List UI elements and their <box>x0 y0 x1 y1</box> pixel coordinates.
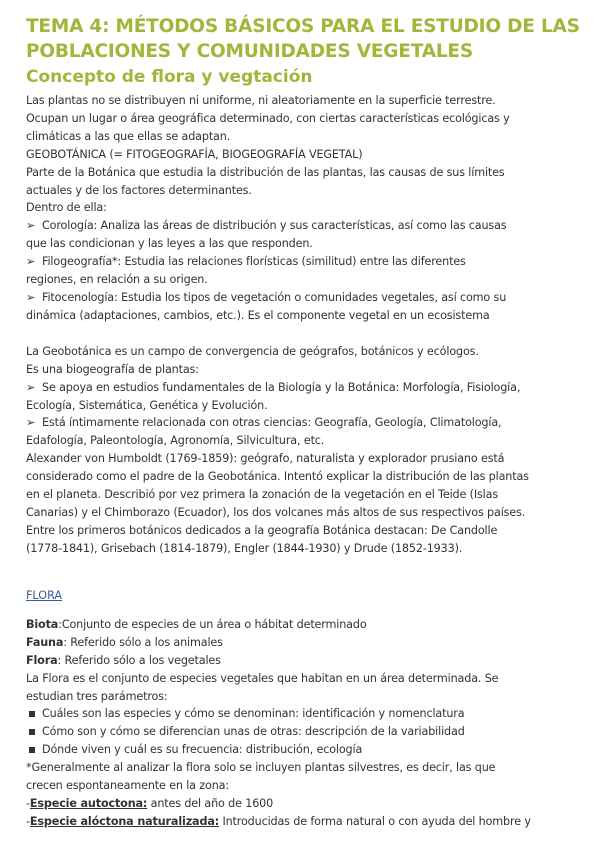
flora-heading: FLORA <box>26 588 63 602</box>
definition-item: Flora: Referido sólo a los vegetales <box>26 653 221 667</box>
text-line: Entre los primeros botánicos dedicados a la geografía Botánica destacan: De Candolle <box>26 523 498 537</box>
text-line: *Generalmente al analizar la flora solo se incluyen plantas silvestres, es decir, las que <box>26 761 496 775</box>
text-line: que las condicionan y las leyes a las que responden. <box>26 237 313 251</box>
definition-item: Fauna: Referido sólo a los animales <box>26 635 223 649</box>
branches-list <box>26 217 586 324</box>
list-item: ➢ Se apoya en estudios fundamentales de la Biología y la Botánica: Morfología, Fisiología, <box>26 379 586 397</box>
text-line: Ocupan un lugar o área geográfica determinado, con ciertas características ecológicas y <box>26 111 510 125</box>
list-item: Dónde viven y cuál es su frecuencia: distribución, ecología <box>26 741 586 759</box>
text-line: La Flora es el conjunto de especies vegetales que habitan en un área determinada. Se <box>26 671 499 685</box>
text-line: climáticas a las que ellas se adaptan. <box>26 129 231 143</box>
text-line: en el planeta. Describió por vez primera la zonación de la vegetación en el Teide (Islas <box>26 488 499 502</box>
text-line: dinámica (adaptaciones, cambios, etc.). Es el componente vegetal en un ecosistema <box>26 308 490 322</box>
title-line-1: TEMA 4: MÉTODOS BÁSICOS PARA EL ESTUDIO DE LAS <box>26 16 580 37</box>
text-line: GEOBOTÁNICA (= FITOGEOGRAFÍA, BIOGEOGRAFÍA VEGETAL) <box>26 147 363 161</box>
flora-block <box>26 587 586 831</box>
text-line: estudian tres parámetros: <box>26 689 168 703</box>
arrow-bullet-icon: ➢ <box>26 290 36 304</box>
document-title <box>26 14 586 64</box>
text-line: (1778-1841), Grisebach (1814-1879), Engler (1844-1930) y Drude (1852-1933). <box>26 541 463 555</box>
geobotanica-block <box>26 343 586 558</box>
definition-item: Biota:Conjunto de especies de un área o hábitat determinado <box>26 617 367 631</box>
arrow-bullet-icon: ➢ <box>26 219 36 233</box>
arrow-bullet-icon: ➢ <box>26 255 36 269</box>
text-line: Dentro de ella: <box>26 201 107 215</box>
list-item: ➢ Corología: Analiza las áreas de distribución y sus características, así como las causas <box>26 217 586 235</box>
arrow-bullet-icon: ➢ <box>26 416 36 430</box>
square-bullet-icon <box>29 747 35 753</box>
text-line: Edafología, Paleontología, Agronomía, Silvicultura, etc. <box>26 434 325 448</box>
text-line: La Geobotánica es un campo de convergencia de geógrafos, botánicos y ecólogos. <box>26 344 479 358</box>
species-item: -Especie alóctona naturalizada: Introducidas de forma natural o con ayuda del hombre y <box>26 814 531 828</box>
text-line: Es una biogeografía de plantas: <box>26 362 199 376</box>
text-line: Parte de la Botánica que estudia la distribución de las plantas, las causas de sus límites <box>26 165 505 179</box>
text-line: considerado como el padre de la Geobotánica. Intentó explicar la distribución de las plantas <box>26 470 529 484</box>
arrow-bullet-icon: ➢ <box>26 380 36 394</box>
list-item: Cuáles son las especies y cómo se denominan: identificación y nomenclatura <box>26 705 586 723</box>
text-line: regiones, en relación a su origen. <box>26 273 208 287</box>
text-line: Alexander von Humboldt (1769-1859): geógrafo, naturalista y explorador prusiano está <box>26 452 505 466</box>
list-item: ➢ Filogeografía*: Estudia las relaciones florísticas (similitud) entre las diferentes <box>26 253 586 271</box>
text-line: Ecología, Sistemática, Genética y Evolución. <box>26 398 268 412</box>
square-bullet-icon <box>29 711 35 717</box>
list-item: ➢ Está íntimamente relacionada con otras ciencias: Geografía, Geología, Climatología, <box>26 414 586 432</box>
list-item: Cómo son y cómo se diferencian unas de otras: descripción de la variabilidad <box>26 723 586 741</box>
title-line-2: POBLACIONES Y COMUNIDADES VEGETALES <box>26 41 473 62</box>
section-subtitle: Concepto de flora y vegtación <box>26 67 313 87</box>
text-line: actuales y de los factores determinantes. <box>26 183 252 197</box>
species-item: -Especie autoctona: antes del año de 1600 <box>26 797 274 810</box>
intro-block <box>26 92 586 217</box>
text-line: crecen espontaneamente en la zona: <box>26 779 229 793</box>
text-line: Las plantas no se distribuyen ni uniforme, ni aleatoriamente en la superficie terrestre. <box>26 94 496 107</box>
list-item: ➢ Fitocenología: Estudia los tipos de vegetación o comunidades vegetales, así como su <box>26 289 586 307</box>
square-bullet-icon <box>29 729 35 735</box>
text-line: Canarias) y el Chimborazo (Ecuador), los dos volcanes más altos de sus respectivos países. <box>26 505 526 519</box>
